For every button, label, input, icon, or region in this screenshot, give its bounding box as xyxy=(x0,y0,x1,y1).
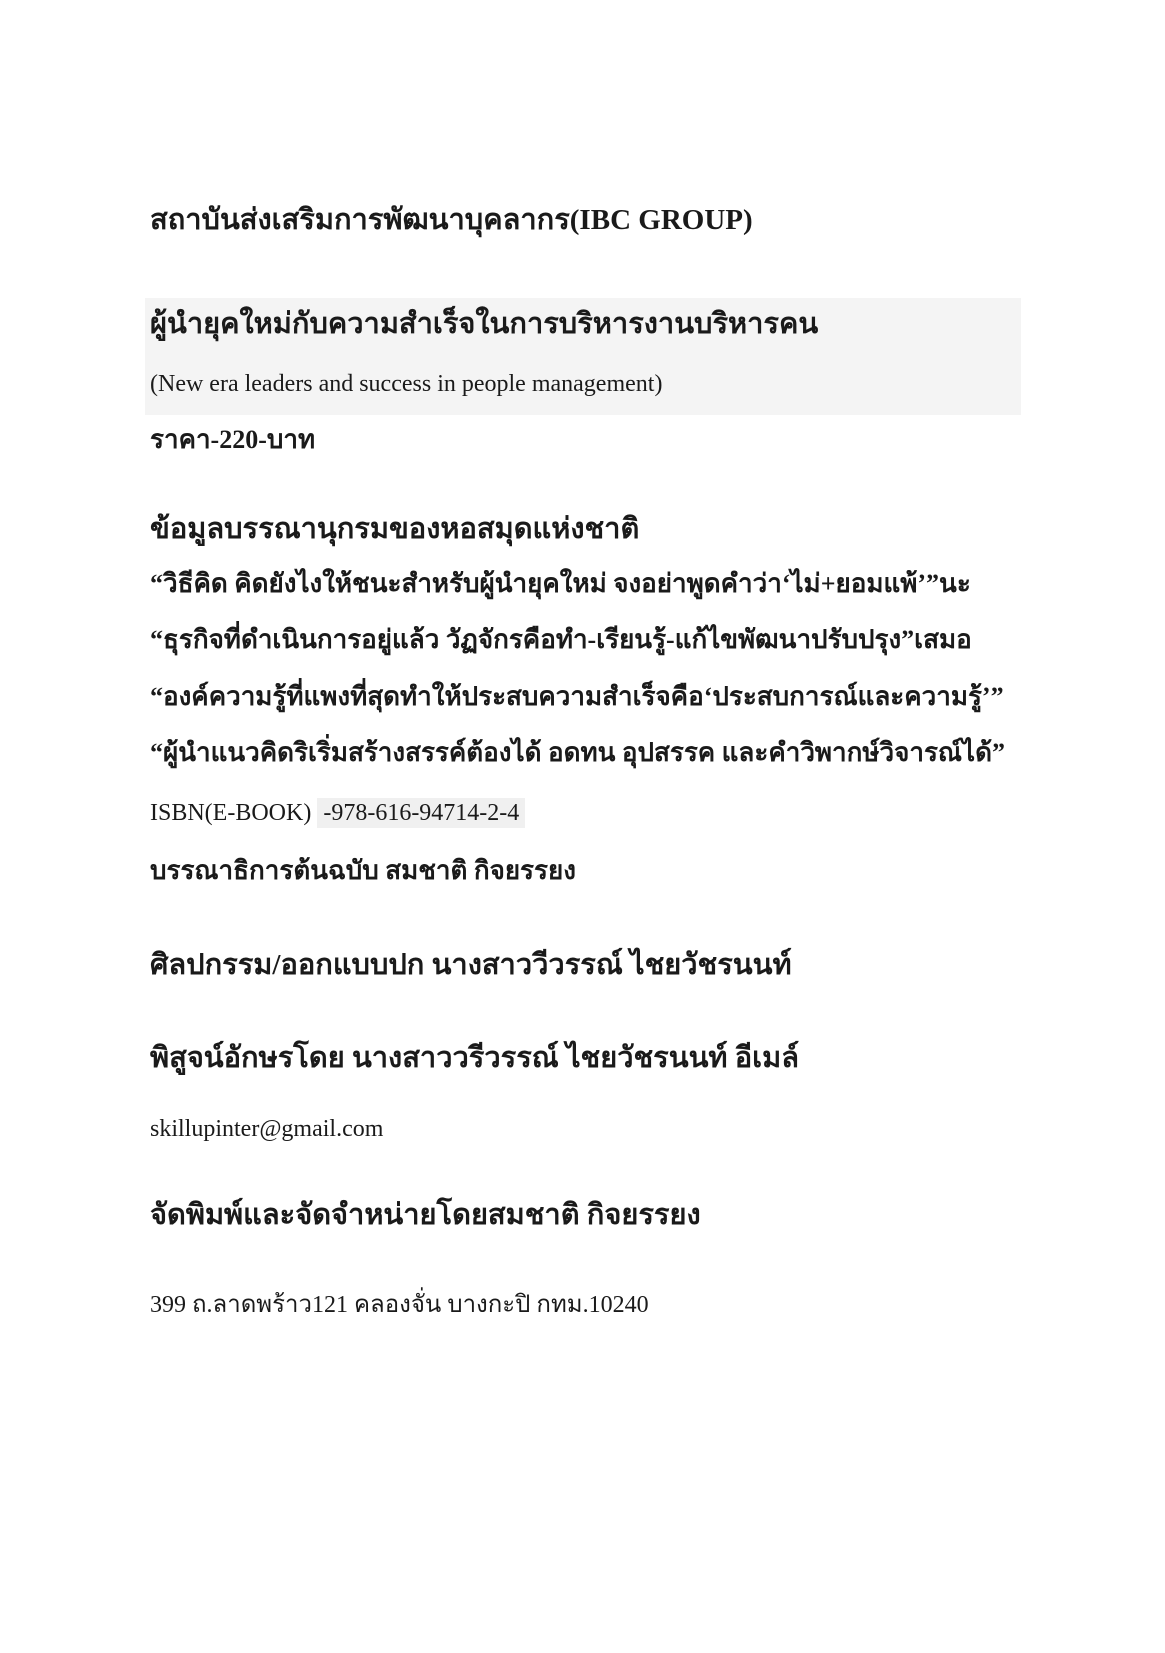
contact-email: skillupinter@gmail.com xyxy=(150,1116,384,1142)
isbn-number: -978-616-94714-2-4 xyxy=(317,798,525,828)
quote-line: “ธุรกิจที่ดำเนินการอยู่แล้ว วัฏจักรคือทำ-เรียนรู้-แก้ไขพัฒนาปรับปรุง”เสมอ xyxy=(150,625,972,654)
publisher-address: 399 ถ.ลาดพร้าว121 คลองจั่น บางกะปิ กทม.10240 xyxy=(150,1292,649,1318)
cover-design-credit: ศิลปกรรม/ออกแบบปก นางสาววีวรรณ์ ไชยวัชรนนท์ xyxy=(150,949,792,981)
editor-credit: บรรณาธิการต้นฉบับ สมชาติ กิจยรรยง xyxy=(150,856,576,885)
book-title-thai: ผู้นำยุคใหม่กับความสำเร็จในการบริหารงานบริหารคน xyxy=(150,308,819,340)
proofreader-credit: พิสูจน์อักษรโดย นางสาววรีวรรณ์ ไชยวัชรนนท์ อีเมล์ xyxy=(150,1042,799,1074)
quote-line: “องค์ความรู้ที่แพงที่สุดทำให้ประสบความสำเร็จคือ‘ประสบการณ์และความรู้’” xyxy=(150,682,1004,711)
quote-line: “วิธีคิด คิดยังไงให้ชนะสำหรับผู้นำยุคใหม่ จงอย่าพูดคำว่า‘ไม่+ยอมแพ้’”นะ xyxy=(150,569,971,598)
book-title-english: (New era leaders and success in people management) xyxy=(150,371,663,397)
quote-line: “ผู้นำแนวคิดริเริ่มสร้างสรรค์ต้องได้ อดทน อุปสรรค และคำวิพากษ์วิจารณ์ได้” xyxy=(150,738,1006,767)
isbn-label: ISBN(E-BOOK) xyxy=(150,800,312,826)
book-price: ราคา-220-บาท xyxy=(150,425,316,454)
isbn-line xyxy=(150,799,525,828)
distributor-credit: จัดพิมพ์และจัดจำหน่ายโดยสมชาติ กิจยรรยง xyxy=(150,1199,701,1231)
publisher-name: สถาบันส่งเสริมการพัฒนาบุคลากร(IBC GROUP) xyxy=(150,204,753,236)
catalog-heading: ข้อมูลบรรณานุกรมของหอสมุดแห่งชาติ xyxy=(150,513,640,545)
